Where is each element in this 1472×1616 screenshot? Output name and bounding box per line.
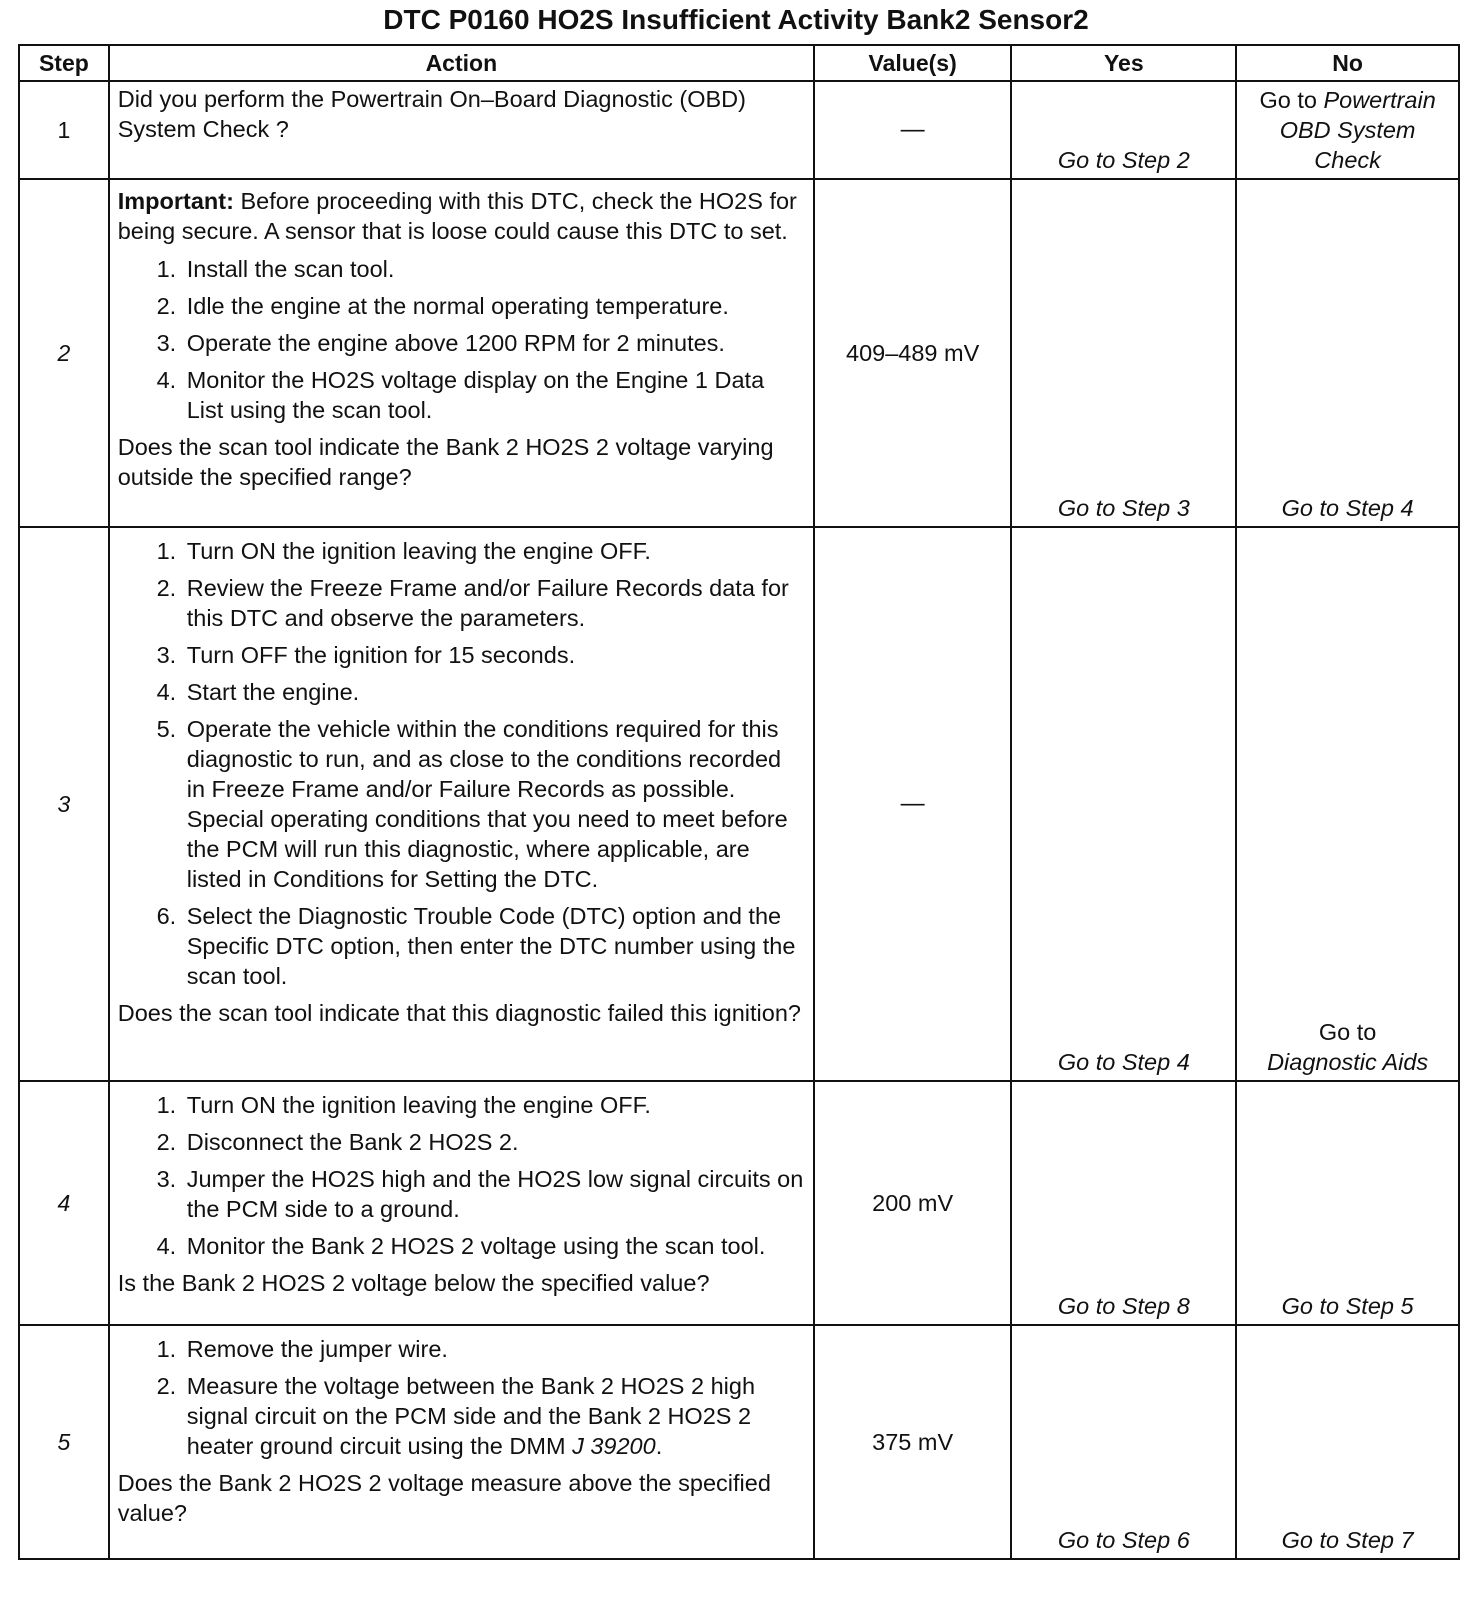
action-steps: [118, 1090, 805, 1261]
list-item: 3. Operate the engine above 1200 RPM for 2 minutes.: [183, 328, 805, 358]
action-cell: [109, 1325, 814, 1559]
action-cell: [109, 179, 814, 527]
action-cell: [109, 1081, 814, 1325]
list-item: [183, 1371, 805, 1461]
no-cell: Go to Step 7: [1236, 1325, 1459, 1559]
yes-cell: Go to Step 2: [1011, 81, 1236, 179]
list-item: 5. Operate the vehicle within the conditions required for this diagnostic to run, and as close to the conditions recorded in Freeze Frame and/or Failure Records as possible. Special operating conditions that you need to meet before the PCM will run this diagnostic, where applicable, are listed in Conditions for Setting the DTC.: [183, 714, 805, 894]
diagnostic-table: [18, 44, 1460, 1560]
action-steps: [118, 536, 805, 991]
yes-cell: Go to Step 8: [1011, 1081, 1236, 1325]
yes-cell: Go to Step 6: [1011, 1325, 1236, 1559]
table-row: [19, 1325, 1459, 1559]
table-row: [19, 81, 1459, 179]
list-item: 1. Turn ON the ignition leaving the engine OFF.: [183, 536, 805, 566]
list-item: 1. Remove the jumper wire.: [183, 1334, 805, 1364]
list-item: 2. Idle the engine at the normal operating temperature.: [183, 291, 805, 321]
action-question: Does the Bank 2 HO2S 2 voltage measure above the specified value?: [117, 1470, 771, 1526]
list-item: 3. Jumper the HO2S high and the HO2S low signal circuits on the PCM side to a ground.: [183, 1164, 805, 1224]
list-item: 1. Install the scan tool.: [183, 254, 805, 284]
no-link: Diagnostic Aids: [1267, 1049, 1429, 1075]
no-prefix: Go to: [1259, 87, 1317, 113]
list-item: 3. Turn OFF the ignition for 15 seconds.: [183, 640, 805, 670]
table-row: [19, 179, 1459, 527]
action-question: Does the scan tool indicate that this diagnostic failed this ignition?: [117, 1000, 801, 1026]
tool-number: J 39200: [572, 1433, 656, 1459]
list-item: 4. Monitor the HO2S voltage display on the Engine 1 Data List using the scan tool.: [183, 365, 805, 425]
important-text: Before proceeding with this DTC, check the HO2S for being secure. A sensor that is loose could cause this DTC to set.: [117, 188, 797, 244]
list-item: 4. Monitor the Bank 2 HO2S 2 voltage using the scan tool.: [183, 1231, 805, 1261]
step-number: 3: [19, 527, 109, 1081]
step-number: 2: [19, 179, 109, 527]
no-cell: [1236, 527, 1459, 1081]
action-question: Did you perform the Powertrain On–Board Diagnostic (OBD) System Check ?: [117, 86, 746, 142]
step-number: 4: [19, 1081, 109, 1325]
list-item: 2. Disconnect the Bank 2 HO2S 2.: [183, 1127, 805, 1157]
no-link: Powertrain OBD System Check: [1279, 87, 1436, 173]
action-steps: [118, 254, 805, 425]
list-item: 6. Select the Diagnostic Trouble Code (DTC) option and the Specific DTC option, then enter the DTC number using the scan tool.: [183, 901, 805, 991]
yes-cell: Go to Step 3: [1011, 179, 1236, 527]
list-item: 4. Start the engine.: [183, 677, 805, 707]
table-row: [19, 1081, 1459, 1325]
col-header-yes: Yes: [1011, 45, 1236, 81]
action-question: Does the scan tool indicate the Bank 2 HO2S 2 voltage varying outside the specified range?: [117, 434, 774, 490]
step-number: 5: [19, 1325, 109, 1559]
table-row: [19, 527, 1459, 1081]
no-cell: Go to Step 5: [1236, 1081, 1459, 1325]
list-item: 1. Turn ON the ignition leaving the engine OFF.: [183, 1090, 805, 1120]
item-text: Measure the voltage between the Bank 2 HO2S 2 high signal circuit on the PCM side and the Bank 2 HO2S 2 heater ground circuit using the DMM: [186, 1373, 756, 1459]
no-cell: Go to Step 4: [1236, 179, 1459, 527]
list-item: 2. Review the Freeze Frame and/or Failure Records data for this DTC and observe the parameters.: [183, 573, 805, 633]
col-header-action: Action: [109, 45, 814, 81]
action-cell: [109, 81, 814, 179]
col-header-step: Step: [19, 45, 109, 81]
value-cell: 409–489 mV: [814, 179, 1011, 527]
col-header-values: Value(s): [814, 45, 1011, 81]
item-end: .: [655, 1433, 663, 1459]
table-header-row: [19, 45, 1459, 81]
value-cell: —: [814, 81, 1011, 179]
value-cell: 375 mV: [814, 1325, 1011, 1559]
action-steps: [118, 1334, 805, 1461]
important-note: [118, 186, 805, 246]
action-cell: [109, 527, 814, 1081]
page-title: DTC P0160 HO2S Insufficient Activity Bank2 Sensor2: [383, 4, 1089, 35]
no-cell: [1236, 81, 1459, 179]
value-cell: —: [814, 527, 1011, 1081]
value-cell: 200 mV: [814, 1081, 1011, 1325]
col-header-no: No: [1236, 45, 1459, 81]
action-question: Is the Bank 2 HO2S 2 voltage below the specified value?: [117, 1270, 710, 1296]
important-label: Important:: [117, 188, 234, 214]
yes-cell: Go to Step 4: [1011, 527, 1236, 1081]
step-number: 1: [19, 81, 109, 179]
no-prefix: Go to: [1318, 1019, 1377, 1045]
